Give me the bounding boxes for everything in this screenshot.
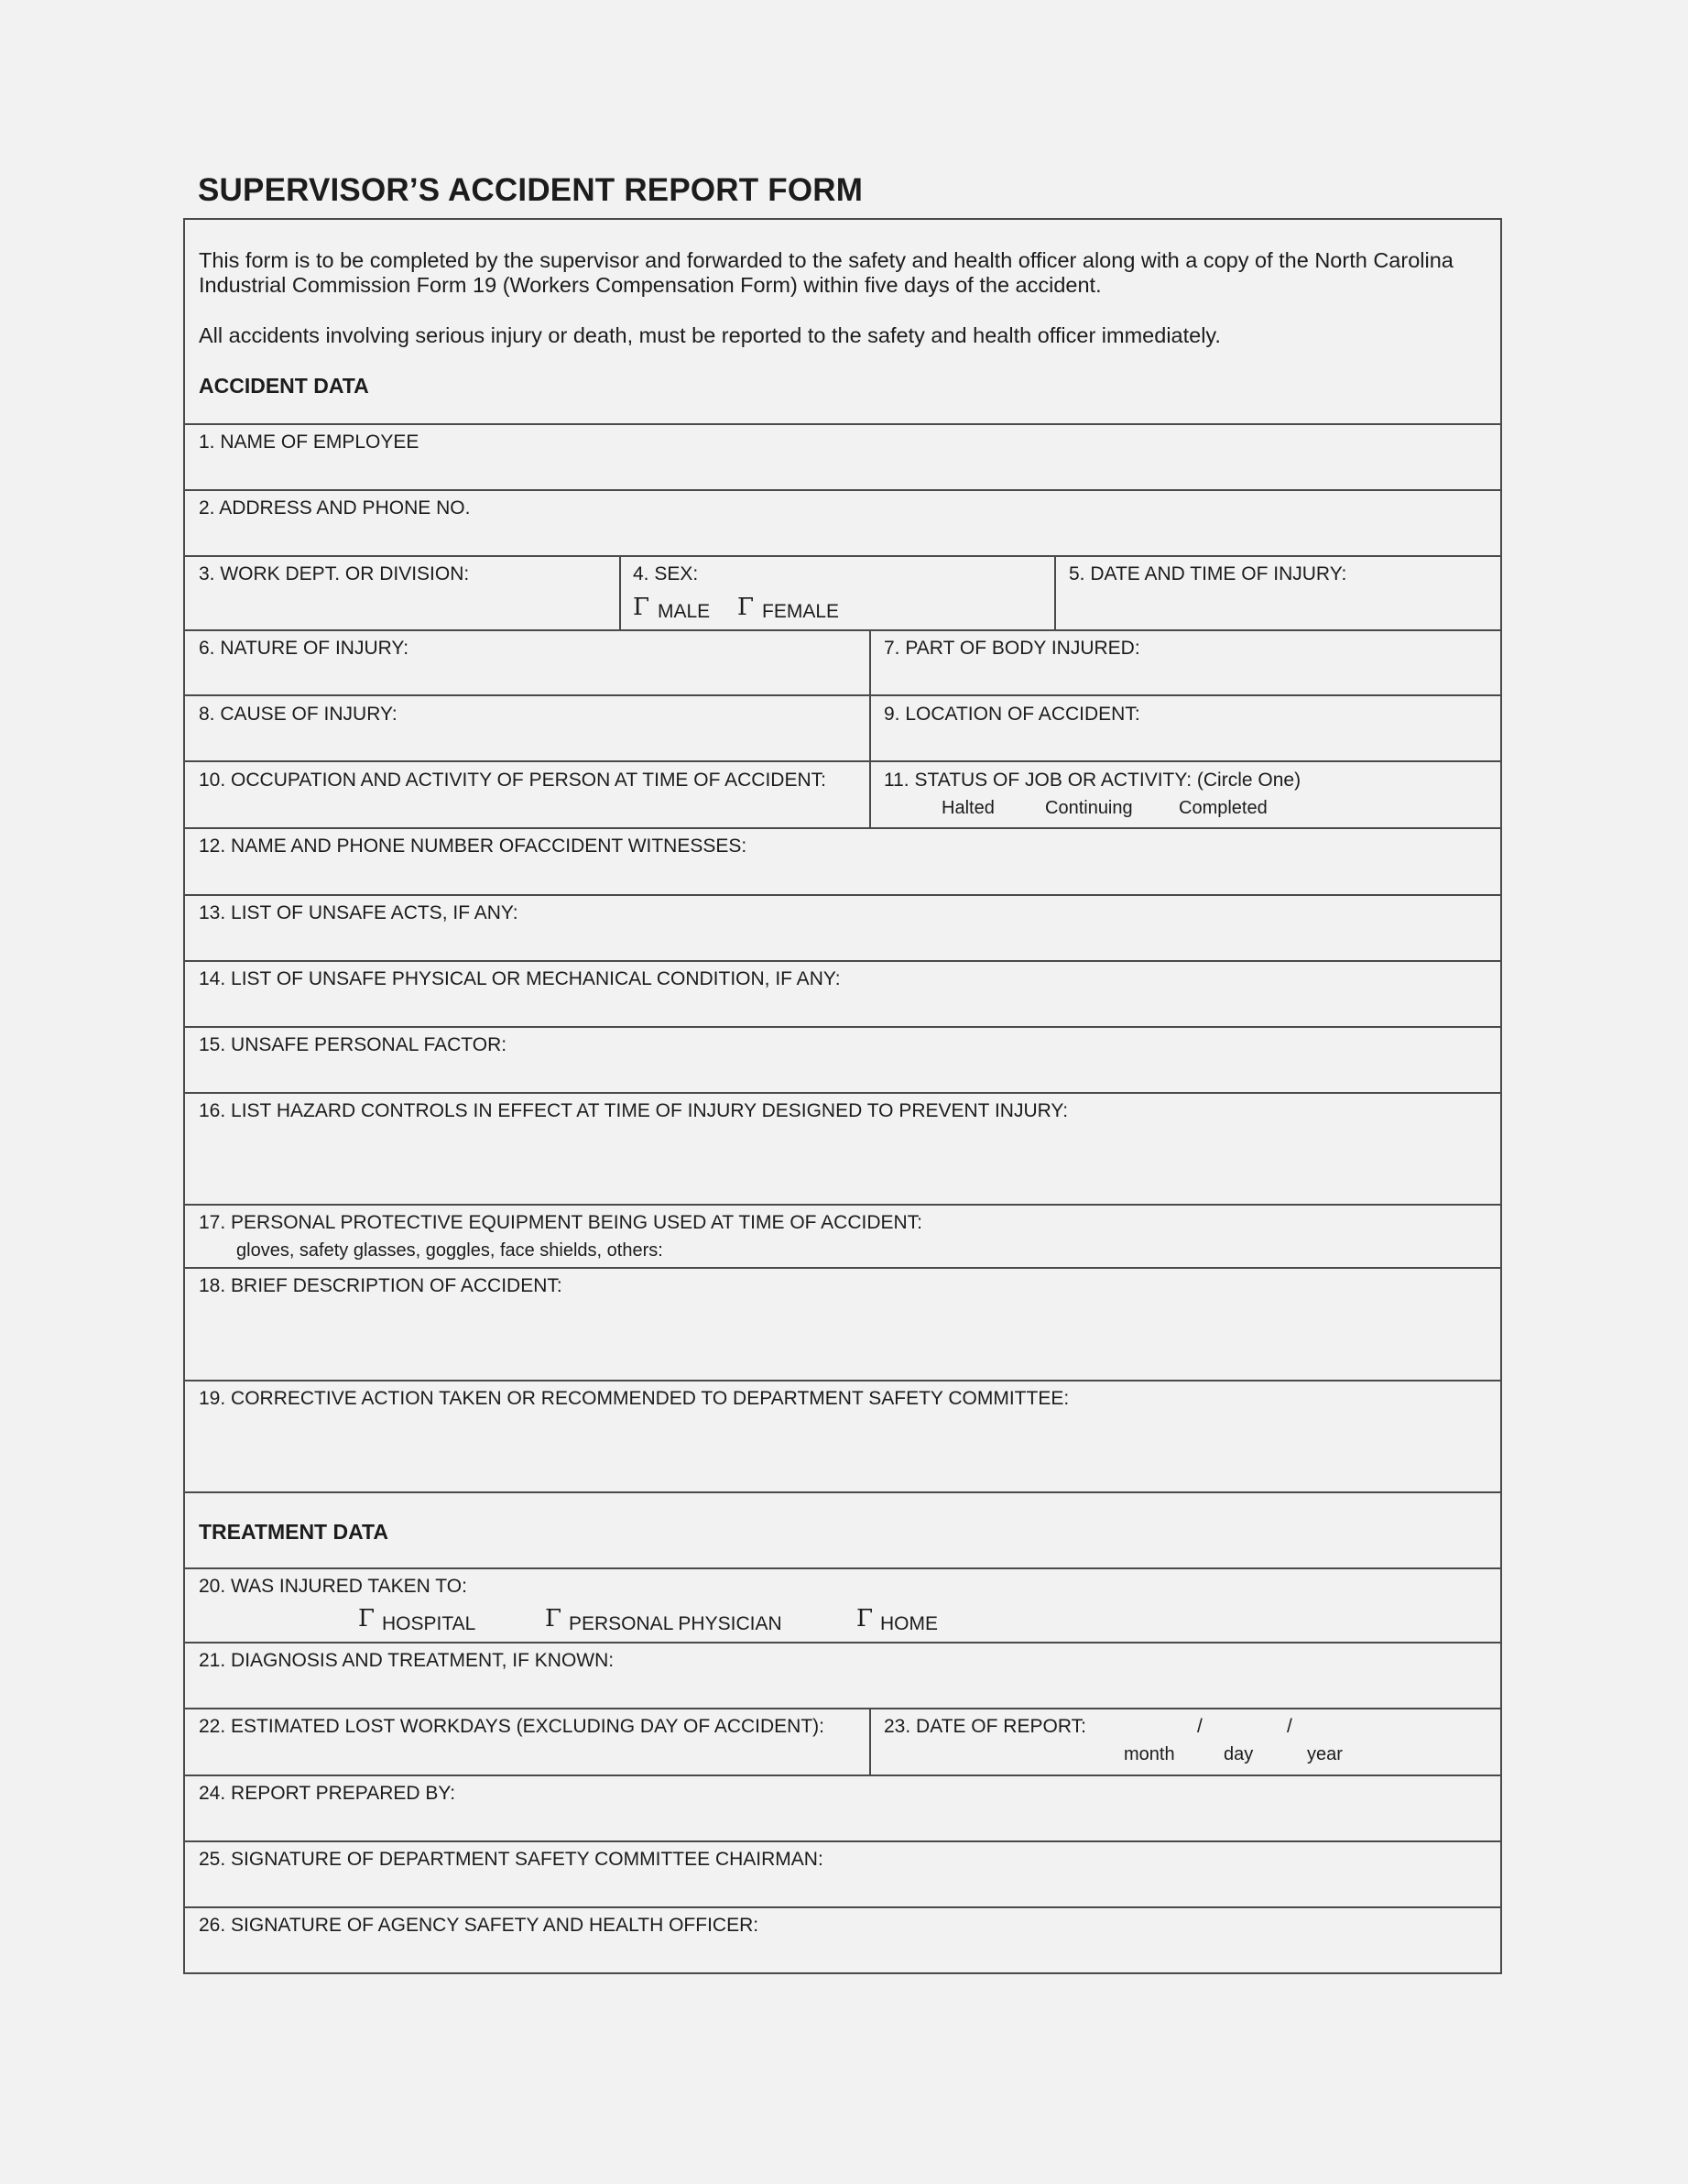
row-divider <box>185 423 1500 425</box>
status-option-continuing[interactable]: Continuing <box>1045 798 1133 818</box>
column-divider <box>869 1708 871 1774</box>
female-option-label: FEMALE <box>762 601 840 622</box>
field-label-sex: 4. SEX: <box>633 563 699 584</box>
field-label-hazard-controls: 16. LIST HAZARD CONTROLS IN EFFECT AT TIME OF INJURY DESIGNED TO PREVENT INJURY: <box>199 1100 1069 1121</box>
field-label-address-and-phone: 2. ADDRESS AND PHONE NO. <box>199 497 471 519</box>
personal-physician-option-label: PERSONAL PHYSICIAN <box>569 1613 782 1634</box>
intro-text-line-2: Industrial Commission Form 19 (Workers Compensation Form) within five days of the accident. <box>199 273 1102 297</box>
row-divider <box>185 1092 1500 1094</box>
section-heading-accident-data: ACCIDENT DATA <box>199 374 369 398</box>
ppe-examples: gloves, safety glasses, goggles, face shields, others: <box>236 1240 663 1261</box>
row-divider <box>185 1708 1500 1709</box>
field-label-unsafe-personal-factor: 15. UNSAFE PERSONAL FACTOR: <box>199 1034 507 1055</box>
row-divider <box>185 1567 1500 1569</box>
row-divider <box>185 894 1500 896</box>
field-label-committee-chairman-signature: 25. SIGNATURE OF DEPARTMENT SAFETY COMMITTEE CHAIRMAN: <box>199 1849 823 1870</box>
home-option-label: HOME <box>880 1613 938 1634</box>
hospital-option-label: HOSPITAL <box>382 1613 476 1634</box>
date-day-caption: day <box>1224 1744 1254 1764</box>
section-heading-treatment-data: TREATMENT DATA <box>199 1520 388 1544</box>
field-label-safety-officer-signature: 26. SIGNATURE OF AGENCY SAFETY AND HEALTH OFFICER: <box>199 1915 759 1936</box>
date-year-caption: year <box>1307 1744 1343 1764</box>
intro-text-line-1: This form is to be completed by the supervisor and forwarded to the safety and health officer along with a copy of the North Carolina <box>199 248 1454 272</box>
row-divider <box>185 694 1500 696</box>
row-divider <box>185 1204 1500 1206</box>
column-divider <box>1054 555 1056 629</box>
page-title: SUPERVISOR’S ACCIDENT REPORT FORM <box>198 172 864 208</box>
row-divider <box>185 827 1500 829</box>
field-label-diagnosis-treatment: 21. DIAGNOSIS AND TREATMENT, IF KNOWN: <box>199 1650 615 1671</box>
row-divider <box>185 489 1500 491</box>
row-divider <box>185 1840 1500 1842</box>
field-label-date-time-of-injury: 5. DATE AND TIME OF INJURY: <box>1069 563 1347 584</box>
column-divider <box>619 555 621 629</box>
row-divider <box>185 1491 1500 1493</box>
row-divider <box>185 1026 1500 1028</box>
field-label-unsafe-condition: 14. LIST OF UNSAFE PHYSICAL OR MECHANICAL CONDITION, IF ANY: <box>199 968 841 989</box>
field-label-cause-of-injury: 8. CAUSE OF INJURY: <box>199 704 397 725</box>
row-divider <box>185 1906 1500 1908</box>
field-label-injured-taken-to: 20. WAS INJURED TAKEN TO: <box>199 1576 467 1597</box>
intro-text-line-3: All accidents involving serious injury or death, must be reported to the safety and health officer immediately. <box>199 323 1221 347</box>
row-divider <box>185 1642 1500 1643</box>
status-option-halted[interactable]: Halted <box>942 798 995 818</box>
row-divider <box>185 555 1500 557</box>
accident-report-form <box>183 218 1502 1974</box>
field-label-occupation-activity: 10. OCCUPATION AND ACTIVITY OF PERSON AT TIME OF ACCIDENT: <box>199 770 826 791</box>
status-option-completed[interactable]: Completed <box>1179 798 1268 818</box>
female-checkbox[interactable]: Γ <box>737 594 755 621</box>
field-label-date-of-report: 23. DATE OF REPORT: <box>884 1716 1086 1737</box>
hospital-checkbox[interactable]: Γ <box>358 1605 376 1633</box>
field-label-report-prepared-by: 24. REPORT PREPARED BY: <box>199 1783 456 1804</box>
field-label-nature-of-injury: 6. NATURE OF INJURY: <box>199 638 409 659</box>
field-label-name-of-employee: 1. NAME OF EMPLOYEE <box>199 431 419 453</box>
field-label-location-of-accident: 9. LOCATION OF ACCIDENT: <box>884 704 1140 725</box>
field-label-corrective-action: 19. CORRECTIVE ACTION TAKEN OR RECOMMENDED TO DEPARTMENT SAFETY COMMITTEE: <box>199 1388 1070 1409</box>
field-label-work-dept: 3. WORK DEPT. OR DIVISION: <box>199 563 470 584</box>
column-divider <box>869 629 871 827</box>
field-label-status-of-job: 11. STATUS OF JOB OR ACTIVITY: (Circle One) <box>884 770 1301 791</box>
row-divider <box>185 1774 1500 1776</box>
row-divider <box>185 629 1500 631</box>
field-label-part-of-body: 7. PART OF BODY INJURED: <box>884 638 1140 659</box>
row-divider <box>185 1267 1500 1269</box>
male-option-label: MALE <box>658 601 711 622</box>
field-label-unsafe-acts: 13. LIST OF UNSAFE ACTS, IF ANY: <box>199 902 518 923</box>
home-checkbox[interactable]: Γ <box>856 1605 874 1633</box>
row-divider <box>185 960 1500 962</box>
field-label-brief-description: 18. BRIEF DESCRIPTION OF ACCIDENT: <box>199 1275 562 1296</box>
row-divider <box>185 1380 1500 1381</box>
male-checkbox[interactable]: Γ <box>633 594 650 621</box>
row-divider <box>185 760 1500 762</box>
date-separator: / <box>1287 1716 1292 1737</box>
date-month-caption: month <box>1124 1744 1175 1764</box>
field-label-ppe: 17. PERSONAL PROTECTIVE EQUIPMENT BEING USED AT TIME OF ACCIDENT: <box>199 1212 923 1233</box>
field-label-estimated-lost-workdays: 22. ESTIMATED LOST WORKDAYS (EXCLUDING DAY OF ACCIDENT): <box>199 1716 825 1737</box>
field-label-witnesses: 12. NAME AND PHONE NUMBER OFACCIDENT WITNESSES: <box>199 835 747 857</box>
date-separator: / <box>1197 1716 1203 1737</box>
personal-physician-checkbox[interactable]: Γ <box>545 1605 562 1633</box>
